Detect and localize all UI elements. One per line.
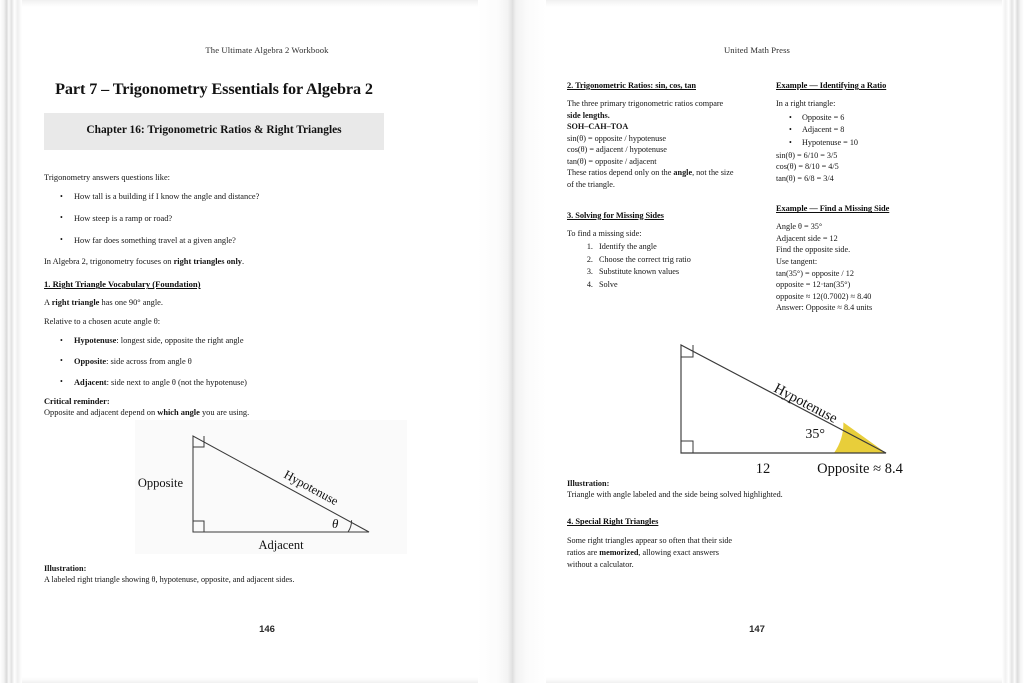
- formula-cos: cos(θ) = adjacent / hypotenuse: [567, 145, 667, 155]
- list-item: [74, 191, 384, 203]
- example2-line-4: Use tangent:: [776, 257, 818, 267]
- given-text: Opposite = 6: [802, 112, 845, 122]
- given-text: Hypotenuse = 10: [802, 137, 859, 147]
- right-angle-marker-icon: [681, 441, 693, 453]
- focus-line-emph: right triangles only: [173, 257, 242, 267]
- vocab-term: Hypotenuse: [74, 336, 117, 346]
- relative-line: Relative to a chosen acute angle θ:: [44, 317, 161, 327]
- st-c: , allowing exact answers: [638, 548, 719, 558]
- right-page-number: 147: [749, 624, 765, 635]
- section-heading-ratios: 2. Trigonometric Ratios: sin, cos, tan: [567, 81, 696, 90]
- list-item: [802, 112, 965, 125]
- focus-line-a: In Algebra 2, trigonometry focuses on: [44, 257, 174, 267]
- note-a: These ratios depend only on the: [567, 168, 674, 178]
- theta-label: θ: [332, 516, 339, 531]
- step-text: Solve: [599, 280, 618, 290]
- rt-term: right triangle: [51, 298, 100, 308]
- list-item: [802, 124, 965, 137]
- left-page-content: [44, 79, 384, 426]
- special-triangles-line-3: without a calculator.: [567, 560, 634, 570]
- list-item: [595, 266, 756, 279]
- ratios-note: [567, 167, 756, 179]
- formula-sin: sin(θ) = opposite / hypotenuse: [567, 133, 667, 143]
- right-page: [512, 7, 1002, 677]
- questions-list: [44, 191, 384, 246]
- example1-tan: tan(θ) = 6/8 = 3/4: [776, 173, 834, 183]
- list-item: [74, 213, 384, 225]
- section-heading-solving: 3. Solving for Missing Sides: [567, 210, 664, 220]
- answer-label: Answer:: [776, 303, 804, 313]
- example2-answer: [776, 302, 965, 314]
- vocab-def: : longest side, opposite the right angle: [116, 336, 244, 346]
- left-running-head: The Ultimate Algebra 2 Workbook: [205, 45, 329, 55]
- page-edge-left: [0, 0, 22, 683]
- special-triangles-line-1: Some right triangles appear so often that their side: [567, 536, 733, 546]
- right-page-lower-content: [567, 479, 967, 571]
- list-item: [74, 377, 384, 389]
- example2-line-5: tan(35°) = opposite / 12: [776, 268, 854, 278]
- note-c: , not the size: [692, 168, 734, 178]
- formula-tan: tan(θ) = opposite / adjacent: [567, 156, 657, 166]
- triangle-outline: [193, 436, 369, 532]
- figure-labeled-right-triangle: [135, 420, 407, 554]
- critical-reminder-text: [44, 407, 384, 419]
- example1-givens-list: [776, 112, 965, 150]
- hypotenuse-label: Hypotenuse: [771, 380, 840, 427]
- illustration-label: Illustration:: [44, 564, 87, 573]
- example2-line-7: opposite ≈ 12(0.7002) ≈ 8.40: [776, 291, 872, 301]
- page-edge-right: [1002, 0, 1024, 683]
- focus-line: [44, 256, 384, 268]
- vocab-term: Adjacent: [74, 377, 107, 387]
- reminder-c: you are using.: [199, 408, 250, 418]
- note-emph: angle: [673, 168, 693, 178]
- vocabulary-list: [44, 335, 384, 388]
- section-heading-special-triangles: 4. Special Right Triangles: [567, 517, 659, 527]
- right-angle-marker-icon: [193, 521, 204, 532]
- right-page-columns: [567, 81, 965, 314]
- reminder-emph: which angle: [157, 408, 200, 418]
- example1-lead: In a right triangle:: [776, 99, 836, 108]
- st-a: ratios are: [567, 548, 600, 558]
- hypotenuse-label: Hypotenuse: [281, 467, 341, 509]
- step-text: Choose the correct trig ratio: [599, 254, 691, 264]
- list-item: [74, 356, 384, 368]
- example2-line-1: Angle θ = 35°: [776, 222, 823, 232]
- left-page: [22, 7, 512, 677]
- vocab-def: : side across from angle θ: [106, 356, 192, 366]
- step-text: Substitute known values: [599, 267, 680, 277]
- step-text: Identify the angle: [599, 242, 657, 252]
- ratios-note-2: of the triangle.: [567, 179, 615, 189]
- opposite-label: Opposite: [137, 476, 183, 490]
- answer-value: Opposite ≈ 8.4 units: [803, 303, 873, 313]
- ratios-body: [567, 98, 756, 191]
- reminder-a: Opposite and adjacent depend on: [44, 408, 158, 418]
- opposite-result-label: Opposite ≈ 8.4: [817, 461, 903, 477]
- focus-line-c: .: [241, 257, 245, 267]
- adjacent-value-label: 12: [755, 461, 771, 477]
- st-emph: memorized: [599, 548, 639, 558]
- list-item: [802, 137, 965, 150]
- example2-line-6: opposite = 12·tan(35°): [776, 280, 851, 290]
- example2-line-3: Find the opposite side.: [776, 245, 851, 255]
- right-column-left: [567, 81, 756, 314]
- example-heading-identifying-ratio: Example — Identifying a Ratio: [776, 81, 887, 90]
- question-text: How tall is a building if I know the angle and distance?: [74, 192, 260, 202]
- figure-solved-right-triangle: [645, 333, 905, 479]
- triangle-solved-svg: [645, 333, 905, 479]
- illustration-text: A labeled right triangle showing θ, hypotenuse, opposite, and adjacent sides.: [44, 575, 295, 584]
- left-illustration-caption: [44, 564, 394, 585]
- part-title: Part 7 – Trigonometry Essentials for Algebra 2: [55, 80, 373, 98]
- section-heading-vocabulary: 1. Right Triangle Vocabulary (Foundation): [44, 279, 201, 290]
- example2-line-2: Adjacent side = 12: [776, 233, 838, 243]
- adjacent-label: Adjacent: [258, 538, 304, 552]
- list-item: [595, 254, 756, 267]
- left-page-number: 146: [259, 624, 275, 635]
- angle-label: 35°: [805, 427, 825, 442]
- right-triangle-definition: [44, 297, 384, 309]
- ratios-line-1: The three primary trigonometric ratios compare: [567, 99, 724, 108]
- question-text: How far does something travel at a given angle?: [74, 235, 236, 245]
- special-triangles-line-2: [567, 547, 967, 559]
- rt-c: has one 90° angle.: [99, 298, 163, 308]
- vocab-def: : side next to angle θ (not the hypotenuse): [106, 377, 247, 387]
- list-item: [74, 235, 384, 247]
- vocab-term: Opposite: [74, 356, 107, 366]
- illustration-text: Triangle with angle labeled and the side being solved highlighted.: [567, 490, 783, 499]
- illustration-label: Illustration:: [567, 479, 610, 488]
- list-item: [595, 279, 756, 292]
- right-running-head: United Math Press: [723, 45, 790, 55]
- list-item: [595, 241, 756, 254]
- given-text: Adjacent = 8: [802, 125, 845, 135]
- solving-lead: To find a missing side:: [567, 228, 642, 238]
- triangle-diagram-svg: [135, 420, 407, 554]
- intro-lead: Trigonometry answers questions like:: [44, 173, 171, 183]
- example1-sin: sin(θ) = 6/10 = 3/5: [776, 150, 838, 160]
- chapter-heading-box: Chapter 16: Trigonometric Ratios & Right Triangles: [44, 113, 384, 150]
- rt-a: A: [44, 298, 52, 308]
- example1-cos: cos(θ) = 8/10 = 4/5: [776, 162, 839, 172]
- list-item: [74, 335, 384, 347]
- book-spine-gutter: [478, 0, 546, 683]
- solving-steps-list: [567, 241, 756, 292]
- ratios-side-lengths: side lengths.: [567, 110, 610, 120]
- question-text: How steep is a ramp or road?: [74, 213, 173, 223]
- mnemonic-sohcahtoa: SOH–CAH–TOA: [567, 122, 629, 132]
- right-column-right: [776, 81, 965, 314]
- example-heading-missing-side: Example — Find a Missing Side: [776, 204, 890, 214]
- critical-reminder-label: Critical reminder:: [44, 397, 110, 407]
